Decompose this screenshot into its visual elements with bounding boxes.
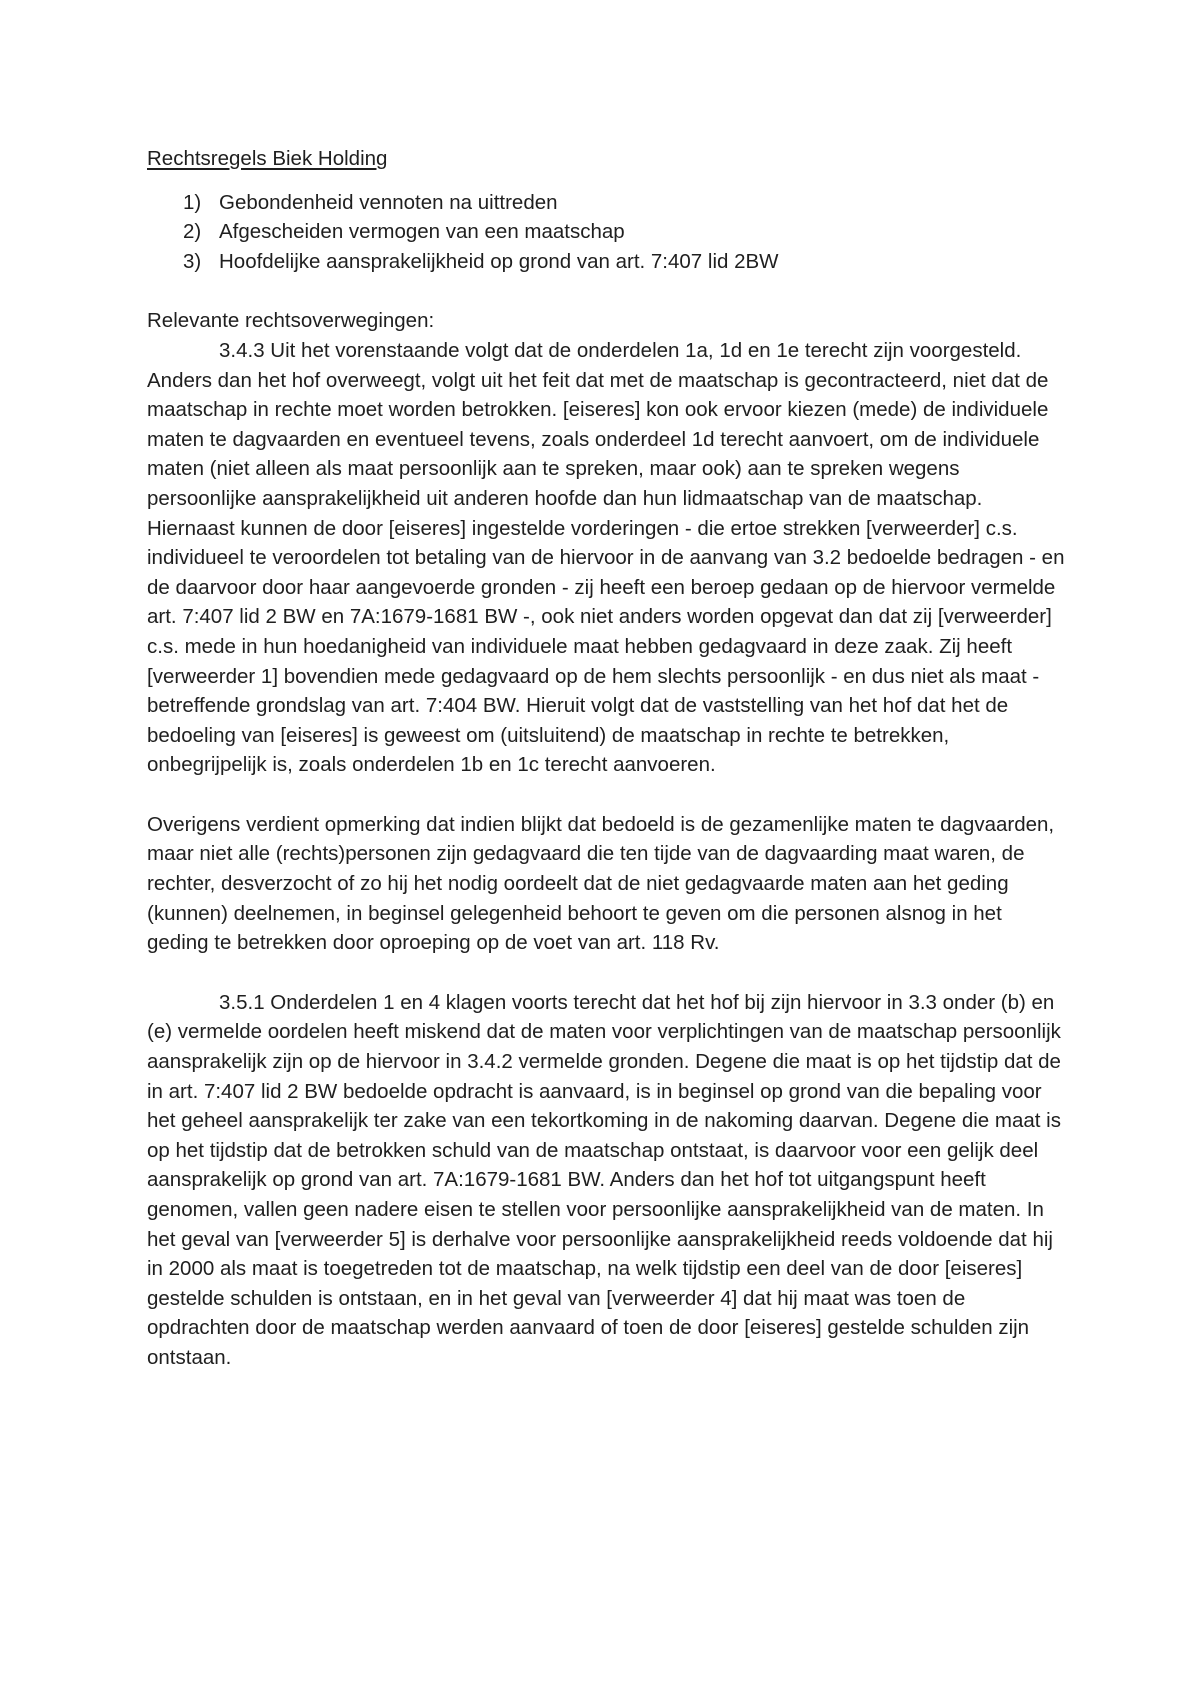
- rules-list: [147, 188, 1067, 277]
- paragraph-3-5-1: 3.5.1 Onderdelen 1 en 4 klagen voorts terecht dat het hof bij zijn hiervoor in 3.3 onder (b) en (e) vermelde oordelen heeft miskend dat de maten voor verplichtingen van de maatschap persoonlijk aansprakelijk zijn op de hiervoor in 3.4.2 vermelde gronden. Degene die maat is op het tijdstip dat de in art. 7:407 lid 2 BW bedoelde opdracht is aanvaard, is in beginsel op grond van die bepaling voor het geheel aansprakelijk ter zake van een tekortkoming in de nakoming daarvan. Degene die maat is op het tijdstip dat de betrokken schuld van de maatschap ontstaat, is daarvoor voor een gelijk deel aansprakelijk op grond van art. 7A:1679-1681 BW. Anders dan het hof tot uitgangspunt heeft genomen, vallen geen nadere eisen te stellen voor persoonlijke aansprakelijkheid van de maten. In het geval van [verweerder 5] is derhalve voor persoonlijke aansprakelijkheid reeds voldoende dat hij in 2000 als maat is toegetreden tot de maatschap, na welk tijdstip een deel van de door [eiseres] gestelde schulden is ontstaan, en in het geval van [verweerder 4] dat hij maat was toen de opdrachten door de maatschap werden aanvaard of toen de door [eiseres] gestelde schulden zijn ontstaan.: [147, 990, 1061, 1369]
- list-item-text: Hoofdelijke aansprakelijkheid op grond van art. 7:407 lid 2BW: [219, 249, 779, 273]
- list-item: [147, 188, 1067, 218]
- paragraph-overigens: Overigens verdient opmerking dat indien blijkt dat bedoeld is de gezamenlijke maten te dagvaarden, maar niet alle (rechts)personen zijn gedagvaard die ten tijde van de dagvaarding maat waren, de rechter, desverzocht of zo hij het nodig oordeelt dat de niet gedagvaarde maten aan het geding (kunnen) deelnemen, in beginsel gelegenheid behoort te geven om die personen alsnog in het geding te betrekken door oproeping op de voet van art. 118 Rv.: [147, 812, 1055, 955]
- list-item-number: 2): [183, 220, 202, 244]
- document-title: Rechtsregels Biek Holding: [147, 147, 388, 170]
- list-item-text: Gebondenheid vennoten na uittreden: [219, 190, 558, 214]
- paragraph-3-4-3: 3.4.3 Uit het vorenstaande volgt dat de onderdelen 1a, 1d en 1e terecht zijn voorgesteld. Anders dan het hof overweegt, volgt uit het feit dat met de maatschap is gecontracteerd, niet dat de maatschap in rechte moet worden betrokken. [eiseres] kon ook ervoor kiezen (mede) de individuele maten te dagvaarden en eventueel tevens, zoals onderdeel 1d terecht aanvoert, om de individuele maten (niet alleen als maat persoonlijk aan te spreken, maar ook) aan te spreken wegens persoonlijke aansprakelijkheid uit anderen hoofde dan hun lidmaatschap van de maatschap. Hiernaast kunnen de door [eiseres] ingestelde vorderingen - die ertoe strekken [verweerder] c.s. individueel te veroordelen tot betaling van de hiervoor in de aanvang van 3.2 bedoelde bedragen - en de daarvoor door haar aangevoerde gronden - zij heeft een beroep gedaan op de hiervoor vermelde art. 7:407 lid 2 BW en 7A:1679-1681 BW -, ook niet anders worden opgevat dan dat zij [verweerder] c.s. mede in hun hoedanigheid van individuele maat hebben gedagvaard in deze zaak. Zij heeft [verweerder 1] bovendien mede gedagvaard op de hem slechts persoonlijk - en dus niet als maat - betreffende grondslag van art. 7:404 BW. Hieruit volgt dat de vaststelling van het hof dat het de bedoeling van [eiseres] is geweest om (uitsluitend) de maatschap in rechte te betrekken, onbegrijpelijk is, zoals onderdelen 1b en 1c terecht aanvoeren.: [147, 338, 1065, 777]
- list-item: [147, 247, 1067, 277]
- list-item-text: Afgescheiden vermogen van een maatschap: [219, 220, 625, 244]
- considerations-heading: Relevante rechtsoverwegingen:: [147, 309, 435, 333]
- list-item: [147, 217, 1067, 247]
- list-item-number: 1): [183, 190, 202, 214]
- list-item-number: 3): [183, 249, 202, 273]
- document-page: [147, 144, 1067, 1373]
